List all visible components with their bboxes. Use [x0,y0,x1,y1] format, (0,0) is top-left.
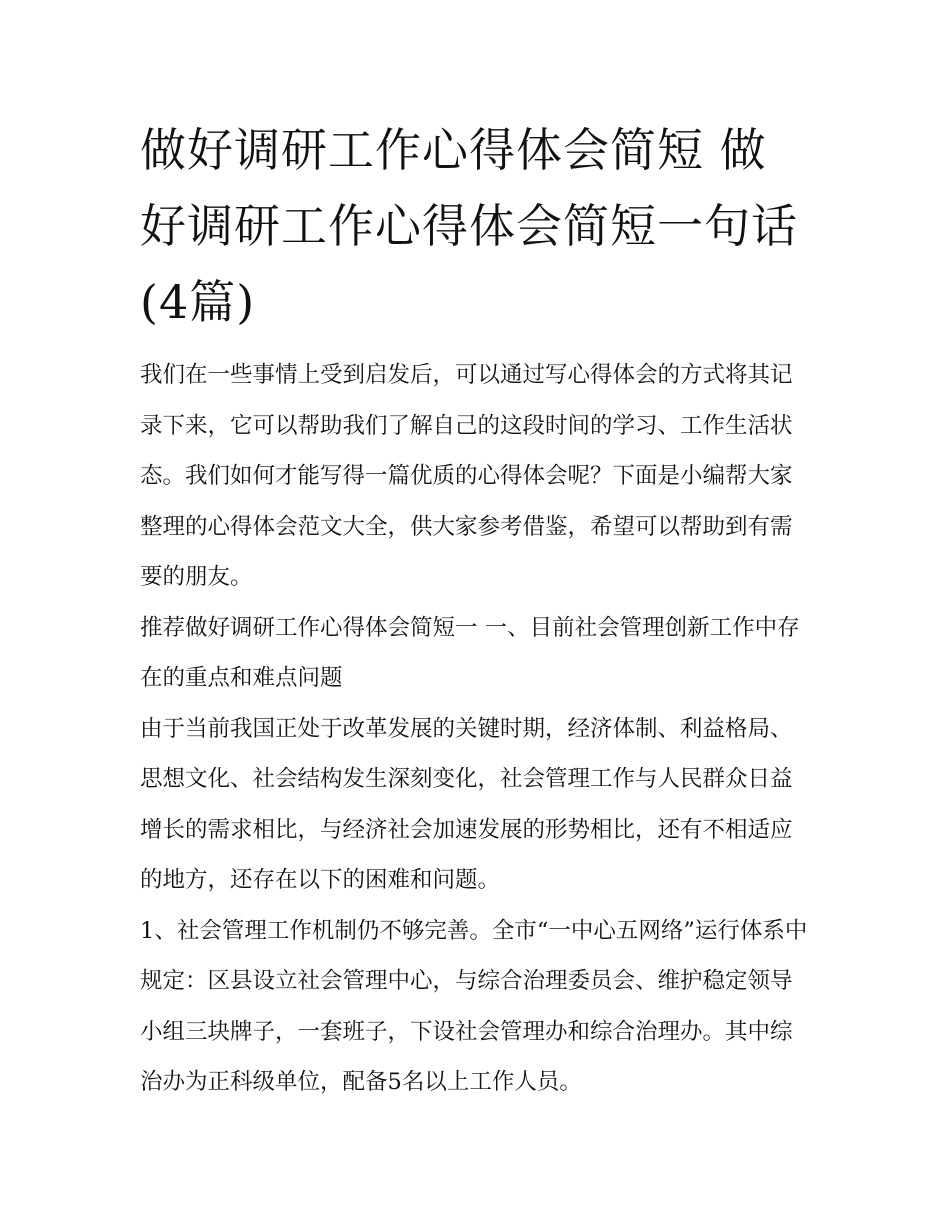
intro-paragraph: 我们在一些事情上受到启发后，可以通过写心得体会的方式将其记录下来，它可以帮助我们了解自己的这段时间的学习、工作生活状态。我们如何才能写得一篇优质的心得体会呢？下面是小编帮大家整理的心得体会范文大全，供大家参考借鉴，希望可以帮助到有需要的朋友。 [140,362,793,590]
document-title: 做好调研工作心得体会简短 做好调研工作心得体会简短一句话(4篇) [140,123,798,329]
section-heading-paragraph: 推荐做好调研工作心得体会简短一 一、目前社会管理创新工作中存在的重点和难点问题 [140,614,800,691]
context-paragraph: 由于当前我国正处于改革发展的关键时期，经济体制、利益格局、思想文化、社会结构发生深刻变化，社会管理工作与人民群众日益增长的需求相比，与经济社会加速发展的形势相比，还有不相适应的地方，还存在以下的困难和问题。 [140,715,793,893]
point-one-paragraph: 1、社会管理工作机制仍不够完善。全市“一中心五网络”运行体系中规定：区县设立社会管理中心，与综合治理委员会、维护稳定领导小组三块牌子，一套班子，下设社会管理办和综合治理办。其中综治办为正科级单位，配备5名以上工作人员。 [140,917,808,1095]
document-body [140,112,812,1108]
